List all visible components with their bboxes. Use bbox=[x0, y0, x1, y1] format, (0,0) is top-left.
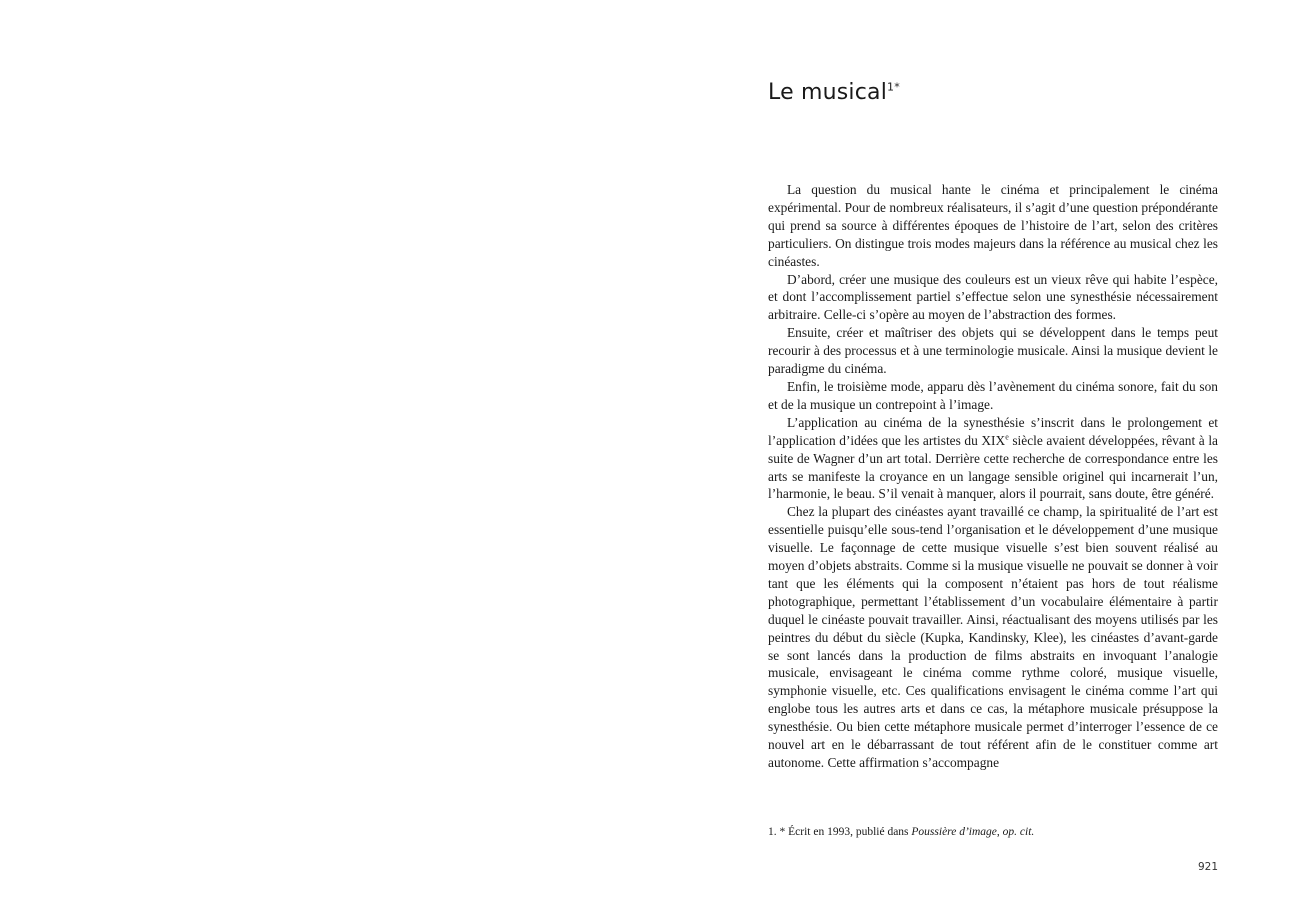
page-number: 921 bbox=[1197, 861, 1218, 873]
right-page bbox=[646, 0, 1293, 913]
paragraph-5-start: L’application au cinéma de la synesthésie s’inscrit dans le prolongement et l’application d’idées que les artistes du XIX bbox=[768, 414, 1218, 448]
paragraph-6: Chez la plupart des cinéastes ayant travaillé ce champ, la spiritualité de l’art est essentielle puisqu’elle sous-tend l’organisation et le développement d’une musique visuelle. Le façonnage de cette musique visuelle s’est bien souvent réalisé au moyen d’objets abstraits. Comme si la musique visuelle ne pouvait se donner à voir tant que les éléments qui la composent n’étaient pas hors de tout réalisme photographique, permettant l’établissement d’un vocabulaire élémentaire à partir duquel le cinéaste pouvait travailler. Ainsi, réactualisant des moyens utilisés par les peintres du début du siècle (Kupka, Kandinsky, Klee), les cinéastes d’avant-garde se sont lancés dans la production de films abstraits en invoquant l’analogie musicale, envisageant le cinéma comme rythme coloré, musique visuelle, symphonie visuelle, etc. Ces qualifications envisagent le cinéma comme l’art qui englobe tous les autres arts et dans ce cas, la métaphore musicale présuppose la synesthésie. Ou bien cette métaphore musicale permet d’interroger l’essence de ce nouvel art en le débarrassant de tout référent afin de le constituer comme art autonome. Cette affirmation s’accompagne bbox=[768, 504, 1218, 770]
paragraph-1: La question du musical hante le cinéma et principalement le cinéma expérimental. Pour de nombreux réalisateurs, il s’agit d’une question prépondérante qui prend sa source à différentes époques de l’histoire de l’art, selon des critères particuliers. On distingue trois modes majeurs dans la référence au musical chez les cinéastes. bbox=[768, 182, 1218, 269]
paragraph-5-end: siècle avaient développées, rêvant à la suite de Wagner d’un art total. Derrière cette recherche de correspondance entre les arts se manifeste la croyance en un langage sensible originel qui incarnerait l’un, l’harmonie, le beau. S’il venait à manquer, alors il pourrait, sans doute, être généré. bbox=[768, 432, 1218, 502]
body-text bbox=[768, 181, 1218, 772]
footnote-prefix: 1. * Écrit en 1993, publié dans bbox=[768, 826, 912, 838]
paragraph-5 bbox=[768, 414, 1218, 504]
chapter-title-text: Le musical bbox=[768, 80, 888, 105]
footnote-reference: op. cit. bbox=[1002, 826, 1035, 838]
footnote-separator: , bbox=[996, 826, 1003, 838]
footnote-book-title: Poussière d’image bbox=[911, 826, 997, 838]
title-note-marker: 1* bbox=[887, 80, 900, 94]
paragraph-2: D’abord, créer une musique des couleurs est un vieux rêve qui habite l’espèce, et dont l’accomplissement partiel s’effectue selon une synesthésie nécessairement arbitraire. Celle-ci s’opère au moyen de l’abstraction des formes. bbox=[768, 271, 1218, 323]
footnote bbox=[768, 825, 1218, 840]
century-superscript: e bbox=[1005, 432, 1009, 442]
left-blank-page bbox=[0, 0, 646, 913]
paragraph-3: Ensuite, créer et maîtriser des objets qui se développent dans le temps peut recourir à des processus et à une terminologie musicale. Ainsi la musique devient le paradigme du cinéma. bbox=[768, 325, 1218, 377]
chapter-title bbox=[768, 80, 900, 105]
paragraph-4: Enfin, le troisième mode, apparu dès l’avènement du cinéma sonore, fait du son et de la musique un contrepoint à l’image. bbox=[768, 378, 1218, 412]
